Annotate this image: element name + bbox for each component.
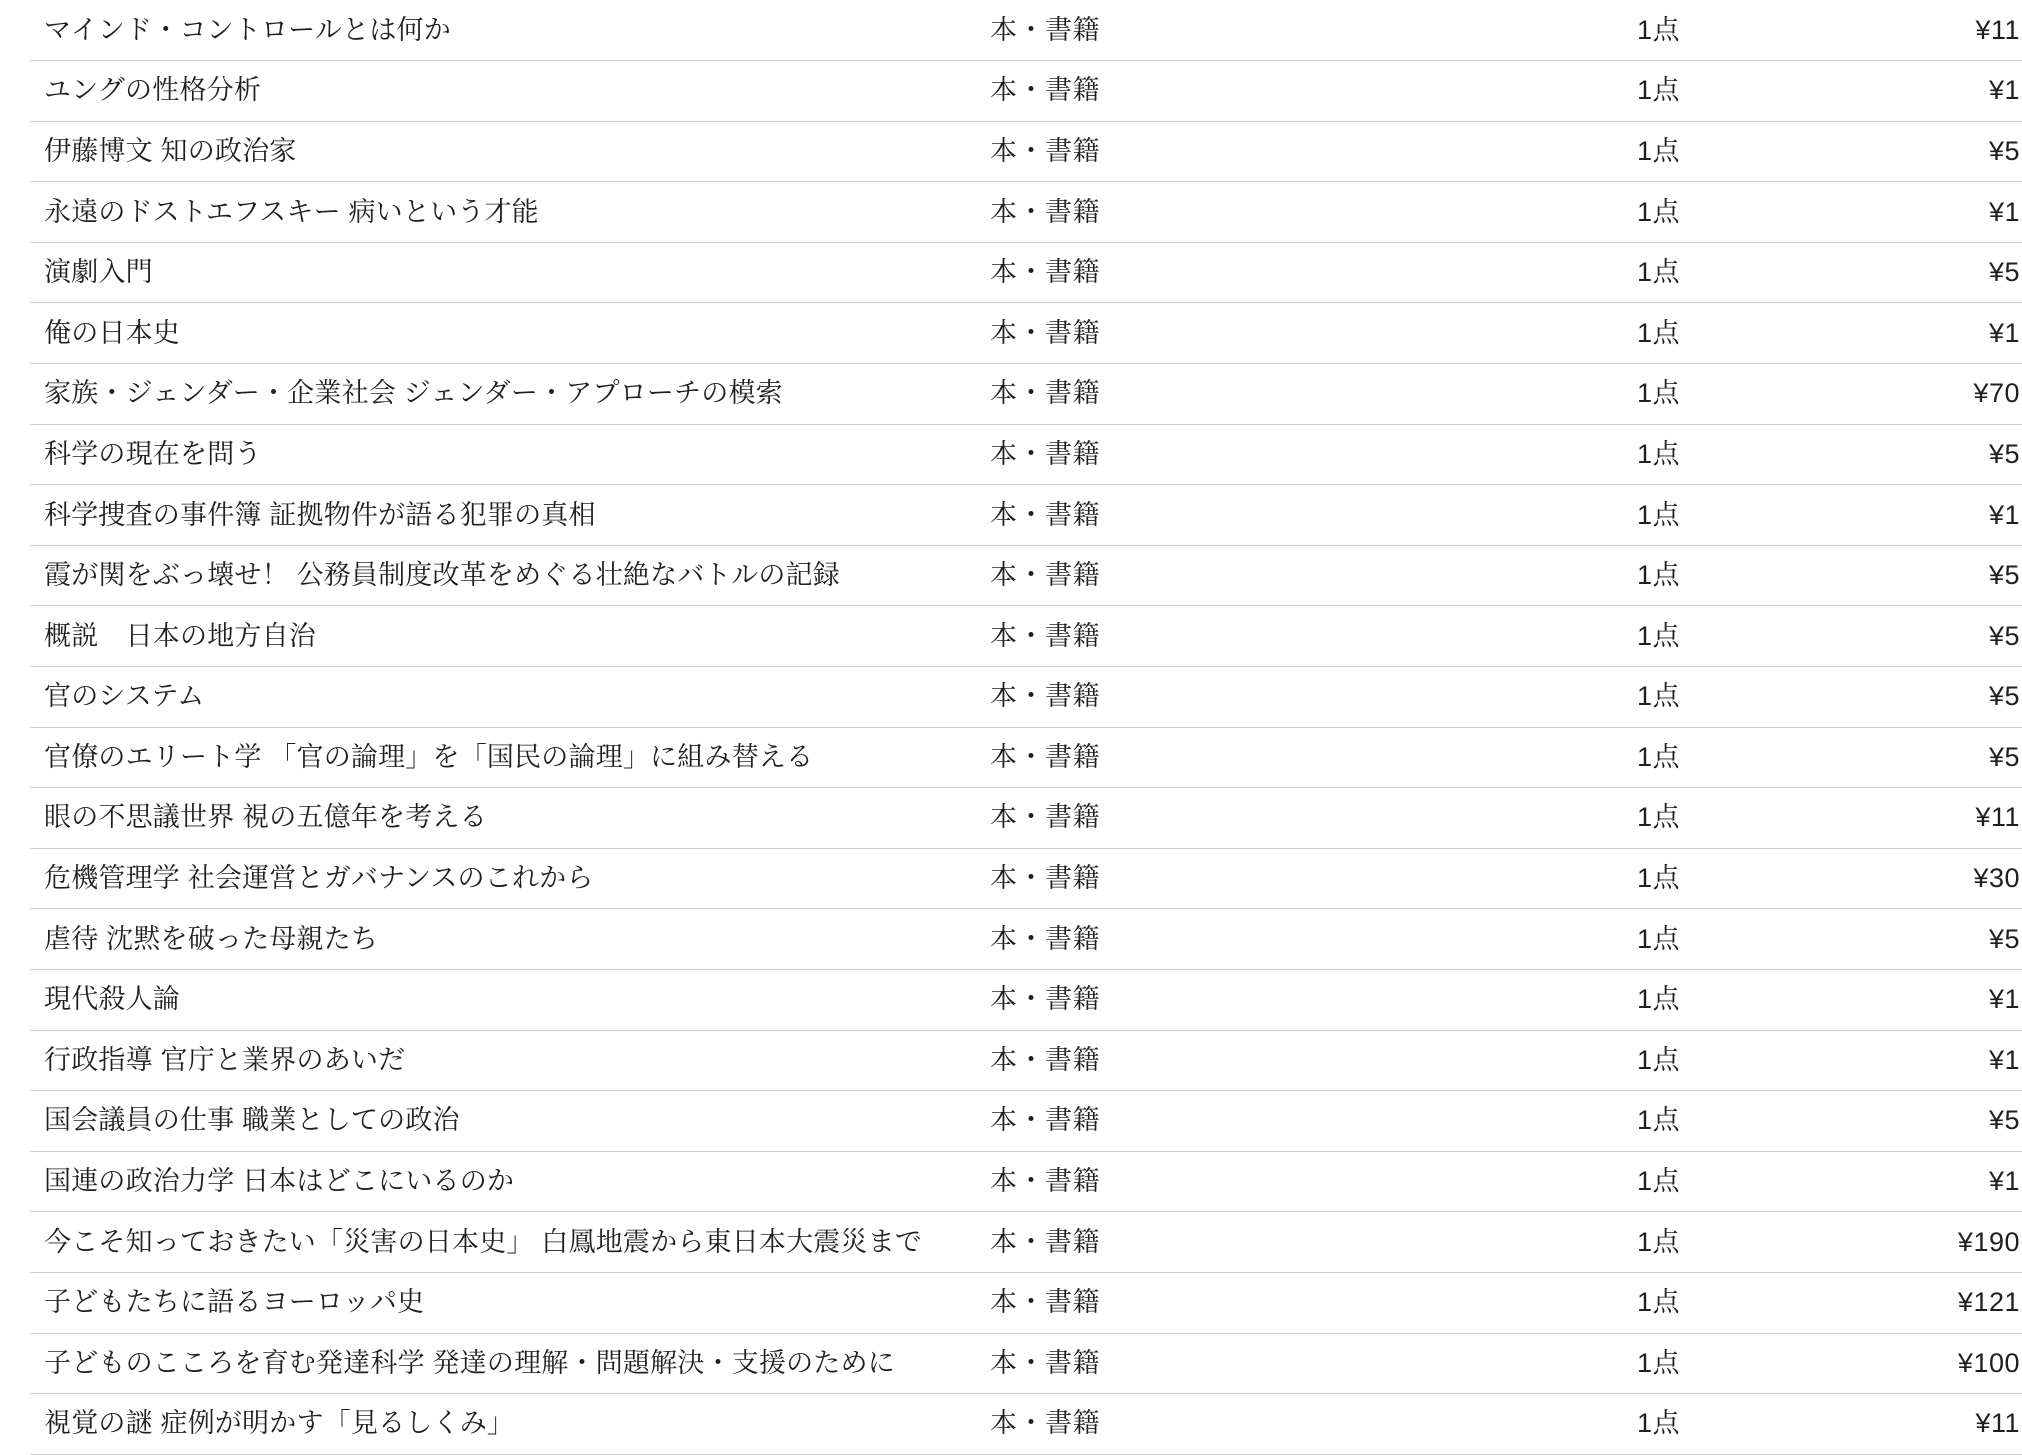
item-category: 本・書籍: [974, 485, 1350, 546]
item-price: ¥11: [1740, 1394, 2022, 1455]
item-title[interactable]: ユングの性格分析: [30, 61, 974, 122]
item-quantity: 1点: [1350, 727, 1740, 788]
table-row[interactable]: [30, 848, 2022, 909]
item-price: ¥5: [1740, 667, 2022, 728]
table-row[interactable]: [30, 424, 2022, 485]
item-price: ¥1: [1740, 61, 2022, 122]
item-price: ¥1: [1740, 485, 2022, 546]
item-category: 本・書籍: [974, 364, 1350, 425]
table-row[interactable]: [30, 545, 2022, 606]
item-title[interactable]: 国会議員の仕事 職業としての政治: [30, 1091, 974, 1152]
item-category: 本・書籍: [974, 1272, 1350, 1333]
item-quantity: 1点: [1350, 545, 1740, 606]
table-row[interactable]: [30, 909, 2022, 970]
item-quantity: 1点: [1350, 909, 1740, 970]
item-quantity: 1点: [1350, 1212, 1740, 1273]
table-row[interactable]: [30, 667, 2022, 728]
item-list-body: [30, 0, 2022, 1454]
item-price: ¥1: [1740, 970, 2022, 1031]
item-category: 本・書籍: [974, 1030, 1350, 1091]
item-quantity: 1点: [1350, 61, 1740, 122]
item-category: 本・書籍: [974, 1091, 1350, 1152]
item-title[interactable]: マインド・コントロールとは何か: [30, 0, 974, 61]
item-quantity: 1点: [1350, 121, 1740, 182]
item-title[interactable]: 永遠のドストエフスキー 病いという才能: [30, 182, 974, 243]
item-quantity: 1点: [1350, 485, 1740, 546]
item-price: ¥5: [1740, 424, 2022, 485]
item-quantity: 1点: [1350, 1394, 1740, 1455]
item-category: 本・書籍: [974, 242, 1350, 303]
item-quantity: 1点: [1350, 667, 1740, 728]
item-category: 本・書籍: [974, 606, 1350, 667]
item-quantity: 1点: [1350, 242, 1740, 303]
item-title[interactable]: 霞が関をぶっ壊せ！ 公務員制度改革をめぐる壮絶なバトルの記録: [30, 545, 974, 606]
item-category: 本・書籍: [974, 182, 1350, 243]
table-row[interactable]: [30, 0, 2022, 61]
item-category: 本・書籍: [974, 61, 1350, 122]
item-title[interactable]: 子どもたちに語るヨーロッパ史: [30, 1272, 974, 1333]
item-price: ¥11: [1740, 0, 2022, 61]
item-title[interactable]: 科学捜査の事件簿 証拠物件が語る犯罪の真相: [30, 485, 974, 546]
item-price: ¥30: [1740, 848, 2022, 909]
item-quantity: 1点: [1350, 606, 1740, 667]
item-price: ¥5: [1740, 1091, 2022, 1152]
item-price: ¥5: [1740, 909, 2022, 970]
item-quantity: 1点: [1350, 970, 1740, 1031]
item-category: 本・書籍: [974, 1212, 1350, 1273]
table-row[interactable]: [30, 61, 2022, 122]
item-title[interactable]: 科学の現在を問う: [30, 424, 974, 485]
item-category: 本・書籍: [974, 424, 1350, 485]
item-price: ¥1: [1740, 182, 2022, 243]
table-row[interactable]: [30, 1272, 2022, 1333]
table-row[interactable]: [30, 970, 2022, 1031]
table-row[interactable]: [30, 121, 2022, 182]
item-price: ¥5: [1740, 606, 2022, 667]
item-title[interactable]: 眼の不思議世界 視の五億年を考える: [30, 788, 974, 849]
item-quantity: 1点: [1350, 1030, 1740, 1091]
item-price: ¥1: [1740, 1151, 2022, 1212]
table-row[interactable]: [30, 1151, 2022, 1212]
item-quantity: 1点: [1350, 0, 1740, 61]
table-row[interactable]: [30, 727, 2022, 788]
item-price: ¥5: [1740, 121, 2022, 182]
item-title[interactable]: 家族・ジェンダー・企業社会 ジェンダー・アプローチの模索: [30, 364, 974, 425]
item-title[interactable]: 今こそ知っておきたい「災害の日本史」 白鳳地震から東日本大震災まで: [30, 1212, 974, 1273]
table-row[interactable]: [30, 1212, 2022, 1273]
item-price: ¥1: [1740, 1030, 2022, 1091]
item-quantity: 1点: [1350, 424, 1740, 485]
item-list-table: [30, 0, 2022, 1455]
item-category: 本・書籍: [974, 0, 1350, 61]
item-category: 本・書籍: [974, 303, 1350, 364]
item-title[interactable]: 現代殺人論: [30, 970, 974, 1031]
item-title[interactable]: 伊藤博文 知の政治家: [30, 121, 974, 182]
table-row[interactable]: [30, 1394, 2022, 1455]
item-title[interactable]: 俺の日本史: [30, 303, 974, 364]
item-category: 本・書籍: [974, 667, 1350, 728]
left-margin: [0, 0, 12, 1430]
item-price: ¥1: [1740, 303, 2022, 364]
item-title[interactable]: 官僚のエリート学 「官の論理」を「国民の論理」に組み替える: [30, 727, 974, 788]
item-title[interactable]: 視覚の謎 症例が明かす「見るしくみ」: [30, 1394, 974, 1455]
item-price: ¥5: [1740, 545, 2022, 606]
item-title[interactable]: 虐待 沈黙を破った母親たち: [30, 909, 974, 970]
item-price: ¥70: [1740, 364, 2022, 425]
item-price: ¥5: [1740, 727, 2022, 788]
item-price: ¥121: [1740, 1272, 2022, 1333]
item-quantity: 1点: [1350, 1272, 1740, 1333]
item-price: ¥5: [1740, 242, 2022, 303]
item-title[interactable]: 演劇入門: [30, 242, 974, 303]
item-category: 本・書籍: [974, 121, 1350, 182]
item-price: ¥100: [1740, 1333, 2022, 1394]
item-category: 本・書籍: [974, 788, 1350, 849]
table-row[interactable]: [30, 788, 2022, 849]
table-row[interactable]: [30, 242, 2022, 303]
table-row[interactable]: [30, 1333, 2022, 1394]
item-quantity: 1点: [1350, 788, 1740, 849]
item-category: 本・書籍: [974, 1333, 1350, 1394]
item-category: 本・書籍: [974, 848, 1350, 909]
item-quantity: 1点: [1350, 1091, 1740, 1152]
table-row[interactable]: [30, 606, 2022, 667]
item-category: 本・書籍: [974, 727, 1350, 788]
item-price: ¥190: [1740, 1212, 2022, 1273]
item-quantity: 1点: [1350, 182, 1740, 243]
item-title[interactable]: 概説 日本の地方自治: [30, 606, 974, 667]
item-category: 本・書籍: [974, 970, 1350, 1031]
table-row[interactable]: [30, 1030, 2022, 1091]
table-row[interactable]: [30, 303, 2022, 364]
item-title[interactable]: 子どものこころを育む発達科学 発達の理解・問題解決・支援のために: [30, 1333, 974, 1394]
table-row[interactable]: [30, 1091, 2022, 1152]
item-title[interactable]: 危機管理学 社会運営とガバナンスのこれから: [30, 848, 974, 909]
item-quantity: 1点: [1350, 848, 1740, 909]
item-quantity: 1点: [1350, 1333, 1740, 1394]
item-title[interactable]: 行政指導 官庁と業界のあいだ: [30, 1030, 974, 1091]
item-category: 本・書籍: [974, 1394, 1350, 1455]
table-row[interactable]: [30, 485, 2022, 546]
item-quantity: 1点: [1350, 364, 1740, 425]
item-category: 本・書籍: [974, 1151, 1350, 1212]
item-category: 本・書籍: [974, 909, 1350, 970]
item-title[interactable]: 国連の政治力学 日本はどこにいるのか: [30, 1151, 974, 1212]
item-quantity: 1点: [1350, 303, 1740, 364]
item-title[interactable]: 官のシステム: [30, 667, 974, 728]
item-price: ¥11: [1740, 788, 2022, 849]
item-quantity: 1点: [1350, 1151, 1740, 1212]
item-category: 本・書籍: [974, 545, 1350, 606]
table-row[interactable]: [30, 364, 2022, 425]
table-row[interactable]: [30, 182, 2022, 243]
